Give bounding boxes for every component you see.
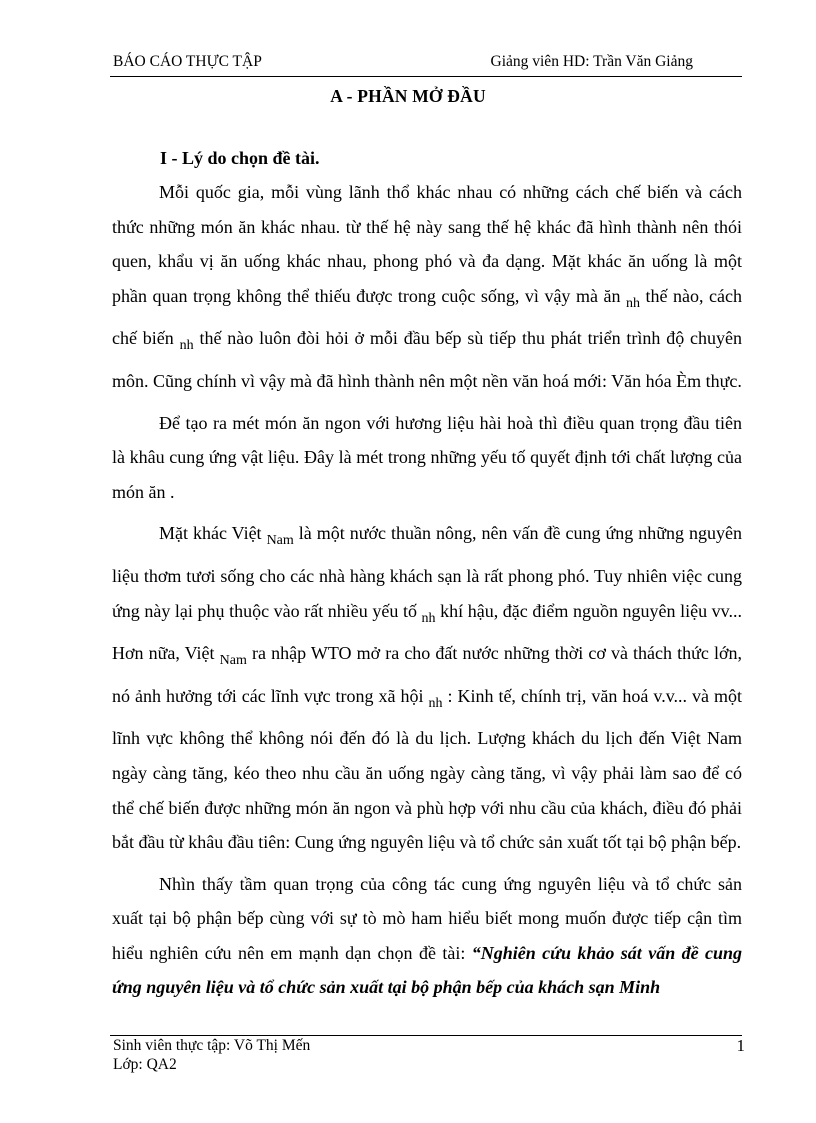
- report-label: BÁO CÁO THỰC TẬP: [113, 53, 262, 70]
- text-run: Nhìn thấy tầm quan trọng của công tác cung ứng nguyên liệu và tổ chức sản xuất tại bộ phận bếp cùng với sự tò mò ham hiểu biết mong muốn được tiếp cận tìm hiểu nghiên cứu nên em mạnh dạn chọn đề tài:: [112, 873, 742, 963]
- student-name: Sinh viên thực tập: Võ Thị Mến: [113, 1037, 311, 1054]
- paragraph-1: [112, 175, 742, 399]
- header-divider: [110, 76, 742, 77]
- subscript-text: nh: [428, 695, 443, 711]
- page-title: A - PHẦN MỞ ĐẦU: [330, 86, 486, 106]
- document-body: [112, 146, 742, 1005]
- subscript-text: nh: [179, 338, 194, 354]
- paragraph-2: Để tạo ra mét món ăn ngon với hương liệu hài hoà thì điều quan trọng đầu tiên là khâu cung ứng vật liệu. Đây là mét trong những yếu tố quyết định tới chất lượng của món ăn .: [112, 412, 742, 502]
- subscript-text: nh: [421, 610, 436, 626]
- text-run: : Kinh tế, chính trị, văn hoá v.v... và một lĩnh vực không thể không nói đến đó là du lịch. Lượng khách du lịch đến Việt Nam ngày càng tăng, kéo theo nhu cầu ăn uống ngày càng tăng, vì vậy phải làm sao để có thể chế biến được những món ăn ngon và phù hợp với nhu cầu của khách, điều đó phải bắt đầu từ khâu đầu tiên: Cung ứng nguyên liệu và tổ chức sản xuất tốt tại bộ phận bếp.: [112, 685, 743, 853]
- page-number: 1: [736, 1036, 745, 1055]
- subscript-text: Nam: [266, 533, 294, 549]
- paragraph-4: [112, 867, 742, 1005]
- thesis-topic: “Nghiên cứu khảo sát vấn đề cung ứng nguyên liệu và tổ chức sản xuất tại bộ phận bếp của khách sạn Minh: [112, 942, 743, 998]
- supervisor-label: Giảng viên HD: Trần Văn Giảng: [490, 53, 693, 70]
- text-run: khí hậu, đặc điểm nguồn nguyên liệu vv... Hơn nữa, Việt: [112, 600, 743, 664]
- section-heading: I - Lý do chọn đề tài.: [160, 148, 320, 168]
- subscript-text: Nam: [219, 653, 247, 669]
- paragraph-3: [112, 516, 742, 859]
- page-footer: [113, 1036, 745, 1074]
- subscript-text: nh: [626, 295, 640, 311]
- page-header: [113, 53, 743, 73]
- text-run: thế nào, cách chế biến: [112, 285, 743, 349]
- text-run: ra nhập WTO mở ra cho đất nước những thời cơ và thách thức lớn, nó ảnh hưởng tới các lĩnh vực trong xã hội: [112, 643, 743, 706]
- class-label: Lớp: QA2: [113, 1056, 177, 1073]
- text-run: Mỗi quốc gia, mỗi vùng lãnh thổ khác nhau có những cách chế biến và cách thức những món ăn khác nhau. từ thế hệ này sang thế hệ khác đã hình thành nên thói quen, khẩu vị ăn uống khác nhau, phong phó và đa dạng. Mặt khác ăn uống là một phần quan trọng không thể thiếu được trong cuộc sống, vì vậy mà ăn: [112, 182, 742, 306]
- text-run: là một nước thuần nông, nên vấn đề cung ứng những nguyên liệu thơm tươi sống cho các nhà hàng khách sạn là rất phong phó. Tuy nhiên việc cung ứng này lại phụ thuộc vào rất nhiều yếu tố: [112, 523, 742, 621]
- text-run: Mặt khác Việt: [159, 523, 262, 544]
- text-run: thế nào luôn đòi hỏi ở mỗi đầu bếp sù tiếp thu phát triển trình độ chuyên môn. Cũng chính vì vậy mà đã hình thành nên một nền văn hoá mới: Văn hóa Èm thực.: [112, 328, 743, 391]
